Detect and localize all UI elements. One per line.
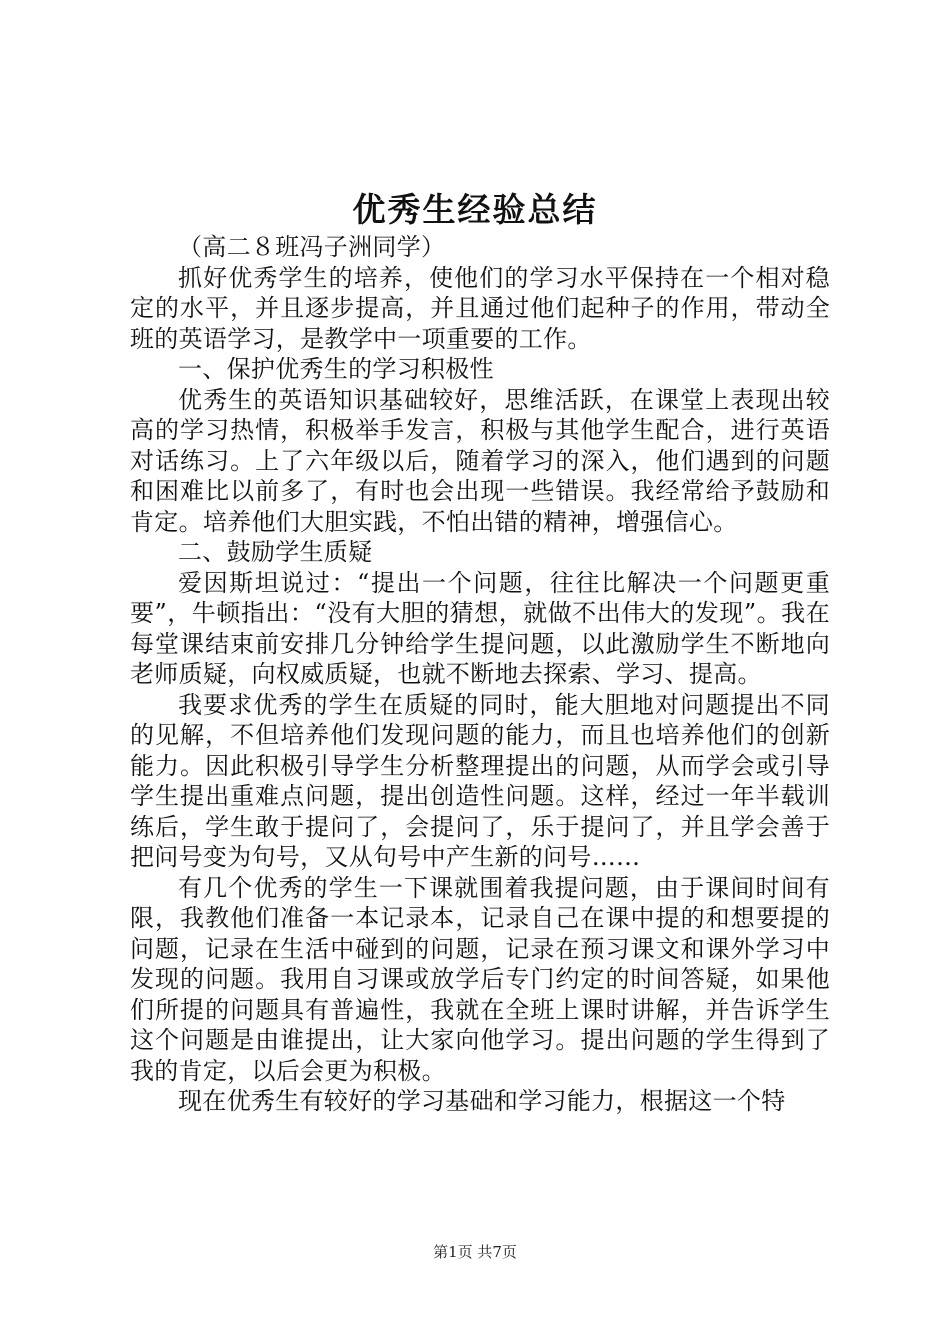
section-heading: 二、鼓励学生质疑 [178, 538, 373, 566]
body-paragraph: 抓好优秀学生的培养，使他们的学习水平保持在一个相对稳定的水平，并且逐步提高，并且通过他们起种子的作用，带动全班的英语学习，是教学中一项重要的工作。 [130, 263, 830, 353]
body-paragraph: 我要求优秀的学生在质疑的同时，能大胆地对问题提出不同的见解，不但培养他们发现问题的能力，而且也培养他们的创新能力。因此积极引导学生分析整理提出的问题，从而学会或引导学生提出重难点问题，提出创造性问题。这样，经过一年半载训练后，学生敢于提问了，会提问了，乐于提问了，并且学会善于把问号变为句号，又从句号中产生新的问号…… [130, 690, 830, 871]
page-footer: 第1页 共7页 [433, 1243, 517, 1261]
section-heading: 一、保护优秀生的学习积极性 [178, 355, 494, 383]
body-paragraph: 爱因斯坦说过：“提出一个问题，往往比解决一个问题更重要”，牛顿指出：“没有大胆的猜想，就做不出伟大的发现”。我在每堂课结束前安排几分钟给学生提问题，以此激励学生不断地向老师质疑，向权威质疑，也就不断地去探索、学习、提高。 [130, 568, 830, 688]
document-body [130, 232, 830, 1117]
body-paragraph: 优秀生的英语知识基础较好，思维活跃，在课堂上表现出较高的学习热情，积极举手发言，积极与其他学生配合，进行英语对话练习。上了六年级以后，随着学习的深入，他们遇到的问题和困难比以前多了，有时也会出现一些错误。我经常给予鼓励和肯定。培养他们大胆实践，不怕出错的精神，增强信心。 [130, 385, 830, 536]
body-paragraph: 有几个优秀的学生一下课就围着我提问题，由于课间时间有限，我教他们准备一本记录本，记录自己在课中提的和想要提的问题，记录在生活中碰到的问题，记录在预习课文和课外学习中发现的问题。我用自习课或放学后专门约定的时间答疑，如果他们所提的问题具有普遍性，我就在全班上课时讲解，并告诉学生这个问题是由谁提出，让大家向他学习。提出问题的学生得到了我的肯定，以后会更为积极。 [130, 873, 830, 1085]
document-title: 优秀生经验总结 [352, 190, 598, 229]
body-paragraph: 现在优秀生有较好的学习基础和学习能力，根据这一个特 [178, 1087, 786, 1115]
author-line: （高二８班冯子洲同学） [178, 233, 446, 261]
